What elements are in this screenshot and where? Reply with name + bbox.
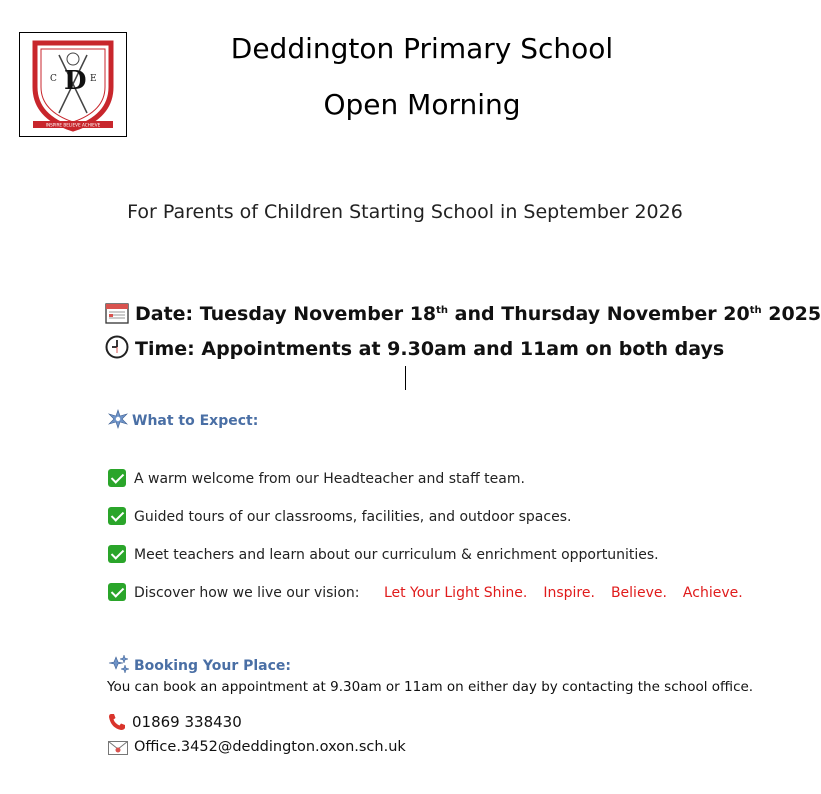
crest-letter-c: C [50, 74, 57, 84]
vision-believe: Believe. [610, 585, 667, 601]
phone-contact [108, 713, 242, 735]
text-cursor [405, 366, 406, 390]
envelope-icon [108, 741, 128, 759]
event-date-line [105, 302, 821, 329]
checkmark-icon [108, 583, 126, 601]
booking-heading: Booking Your Place: [108, 655, 291, 677]
school-logo [19, 32, 127, 137]
checkmark-icon [108, 545, 126, 563]
school-crest-icon [29, 37, 117, 133]
list-item: Guided tours of our classrooms, facilities, and outdoor spaces. [108, 507, 571, 525]
email-contact [108, 739, 406, 759]
subtitle: For Parents of Children Starting School in September 2026 [127, 201, 683, 223]
crest-letter-e: E [90, 74, 97, 84]
calendar-icon [105, 302, 129, 329]
event-time-line [105, 335, 725, 364]
list-item: Meet teachers and learn about our curriculum & enrichment opportunities. [108, 545, 659, 563]
date-suffix: 2025 [761, 303, 821, 325]
phone-number[interactable]: 01869 338430 [132, 713, 242, 731]
email-address[interactable]: Office.3452@deddington.oxon.sch.uk [134, 739, 406, 755]
date-sup-1: th [436, 305, 449, 316]
phone-icon [108, 713, 126, 735]
sparkles-icon [108, 655, 130, 677]
event-name: Open Morning [323, 88, 521, 121]
date-sup-2: th [749, 305, 762, 316]
date-middle: and Thursday November 20 [448, 303, 750, 325]
vision-achieve: Achieve. [682, 585, 743, 601]
what-to-expect-heading: What to Expect: [108, 410, 258, 432]
checkmark-icon [108, 507, 126, 525]
vision-shine: Let Your Light Shine. [383, 585, 528, 601]
date-prefix: Date: Tuesday November 18 [135, 303, 437, 325]
time-text: Time: Appointments at 9.30am and 11am on both days [135, 338, 725, 360]
school-name: Deddington Primary School [230, 32, 614, 65]
crest-letter-d: D [64, 66, 87, 96]
sparkle-icon [108, 410, 128, 432]
vision-statements [364, 585, 743, 601]
list-item: Discover how we live our vision: Let Your Light Shine. Inspire. Believe. Achieve. [108, 583, 743, 601]
checkmark-icon [108, 469, 126, 487]
booking-description: You can book an appointment at 9.30am or 11am on either day by contacting the school office. [107, 679, 754, 695]
crest-motto: INSPIRE BELIEVE ACHIEVE [45, 122, 101, 128]
clock-icon [105, 335, 129, 364]
vision-inspire: Inspire. [543, 585, 595, 601]
list-item: A warm welcome from our Headteacher and staff team. [108, 469, 525, 487]
